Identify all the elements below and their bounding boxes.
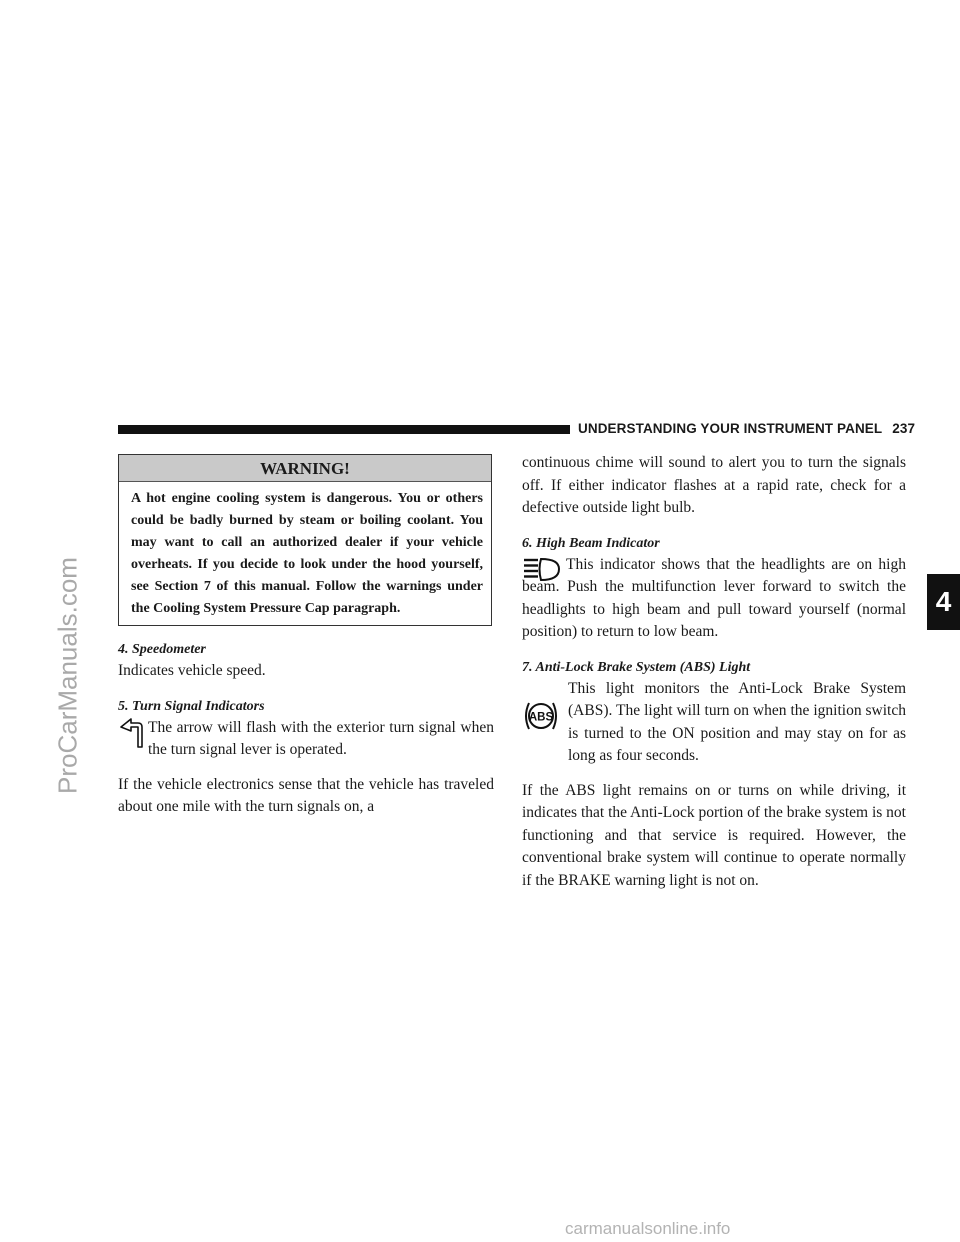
chapter-tab: 4	[927, 574, 960, 630]
high-beam-text: This indicator shows that the headlights are on high beam. Push the multifunction lever forward to switch the headlights to high beam and pull toward yourself (normal position) to return to low beam.	[522, 555, 906, 640]
warning-body: A hot engine cooling system is dangerous. You or others could be badly burned by steam or boiling coolant. You may want to call an authorized dealer if your vehicle overheats. If you decide to look under the hood yourself, see Section 7 of this manual. Follow the warnings under the Cooling System Pressure Cap paragraph.	[131, 491, 483, 616]
section-title: UNDERSTANDING YOUR INSTRUMENT PANEL	[578, 421, 883, 436]
turn-signal-arrow-icon	[118, 717, 148, 762]
left-column	[118, 640, 494, 819]
abs-icon-label: ABS	[528, 711, 554, 723]
bottom-watermark: carmanualsonline.info	[565, 1219, 731, 1238]
running-header	[578, 421, 916, 436]
turn-signal-row	[118, 717, 494, 762]
warning-title: WARNING!	[119, 455, 491, 482]
abs-text-2: If the ABS light remains on or turns on while driving, it indicates that the Anti-Lock portion of the brake system is not functioning and that service is required. However, the conventional brake system will continue to operate normally if the BRAKE warning light is not on.	[522, 781, 906, 889]
high-beam-icon	[522, 557, 562, 588]
side-watermark: ProCarManuals.com	[52, 557, 83, 794]
header-rule	[118, 425, 570, 434]
turn-signal-heading: 5. Turn Signal Indicators	[118, 698, 265, 714]
speedometer-heading: 4. Speedometer	[118, 642, 206, 657]
abs-warning-icon	[522, 678, 568, 768]
turn-signal-text-2: If the vehicle electronics sense that the vehicle has traveled about one mile with the turn signals on, a	[118, 775, 494, 815]
abs-heading: 7. Anti-Lock Brake System (ABS) Light	[522, 659, 751, 675]
high-beam-block	[522, 554, 906, 644]
speedometer-text: Indicates vehicle speed.	[118, 662, 266, 679]
continued-text: continuous chime will sound to alert you to turn the signals off. If either indicator flashes at a rapid rate, check for a defective outside light bulb.	[522, 454, 906, 516]
abs-row	[522, 678, 906, 768]
high-beam-heading: 6. High Beam Indicator	[522, 535, 660, 551]
warning-box	[118, 454, 492, 626]
abs-text: This light monitors the Anti-Lock Brake System (ABS). The light will turn on when the ignition switch is turned to the ON position and may stay on for as long as four seconds.	[568, 679, 906, 764]
page-number: 237	[892, 421, 916, 436]
right-column	[522, 452, 906, 892]
turn-signal-text: The arrow will flash with the exterior turn signal when the turn signal lever is operated.	[148, 718, 494, 758]
